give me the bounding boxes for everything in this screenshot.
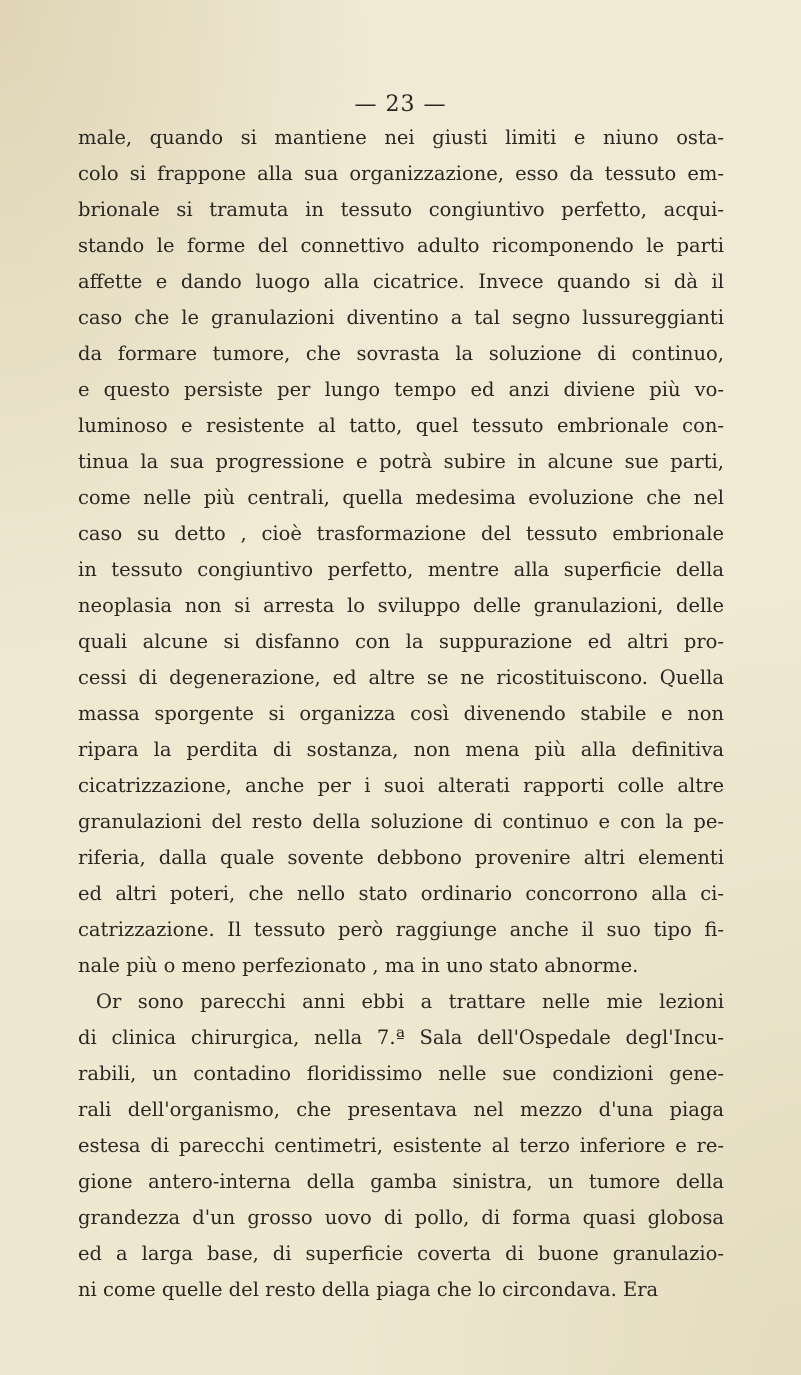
text-line: grandezza d'un grosso uovo di pollo, di forma quasi globosa bbox=[78, 1206, 724, 1229]
text-line: brionale si tramuta in tessuto congiuntivo perfetto, acqui- bbox=[78, 198, 724, 221]
text-line: granulazioni del resto della soluzione di continuo e con la pe- bbox=[78, 810, 724, 833]
text-line: ed altri poteri, che nello stato ordinario concorrono alla ci- bbox=[78, 882, 724, 905]
text-line: luminoso e resistente al tatto, quel tessuto embrionale con- bbox=[78, 414, 724, 437]
text-line: in tessuto congiuntivo perfetto, mentre alla superficie della bbox=[78, 558, 724, 581]
text-line: quali alcune si disfanno con la suppurazione ed altri pro- bbox=[78, 630, 724, 653]
text-line: colo si frappone alla sua organizzazione, esso da tessuto em- bbox=[78, 162, 724, 185]
text-line: rali dell'organismo, che presentava nel mezzo d'una piaga bbox=[78, 1098, 724, 1121]
text-line: caso che le granulazioni diventino a tal segno lussureggianti bbox=[78, 306, 724, 329]
text-line: neoplasia non si arresta lo sviluppo delle granulazioni, delle bbox=[78, 594, 724, 617]
text-line: cicatrizzazione, anche per i suoi alterati rapporti colle altre bbox=[78, 774, 724, 797]
text-line: cessi di degenerazione, ed altre se ne ricostituiscono. Quella bbox=[78, 666, 724, 689]
text-line: male, quando si mantiene nei giusti limiti e niuno osta- bbox=[78, 126, 724, 149]
text-line: catrizzazione. Il tessuto però raggiunge anche il suo tipo fi- bbox=[78, 918, 724, 941]
body-text bbox=[78, 120, 724, 1308]
text-line: di clinica chirurgica, nella 7.ª Sala dell'Ospedale degl'Incu- bbox=[78, 1026, 724, 1049]
text-line: affette e dando luogo alla cicatrice. Invece quando si dà il bbox=[78, 270, 724, 293]
text-line: riferia, dalla quale sovente debbono provenire altri elementi bbox=[78, 846, 724, 869]
text-line: ni come quelle del resto della piaga che lo circondava. Era bbox=[78, 1278, 659, 1301]
text-line: ed a larga base, di superficie coverta di buone granulazio- bbox=[78, 1242, 724, 1265]
text-line: massa sporgente si organizza così divenendo stabile e non bbox=[78, 702, 724, 725]
text-line: nale più o meno perfezionato , ma in uno stato abnorme. bbox=[78, 954, 639, 977]
text-line: tinua la sua progressione e potrà subire in alcune sue parti, bbox=[78, 450, 724, 473]
text-line: caso su detto , cioè trasformazione del tessuto embrionale bbox=[78, 522, 724, 545]
text-line: estesa di parecchi centimetri, esistente al terzo inferiore e re- bbox=[78, 1134, 724, 1157]
text-line: come nelle più centrali, quella medesima evoluzione che nel bbox=[78, 486, 724, 509]
page-number: — 23 — bbox=[354, 92, 447, 117]
text-line: ripara la perdita di sostanza, non mena più alla definitiva bbox=[78, 738, 724, 761]
text-line: rabili, un contadino floridissimo nelle sue condizioni gene- bbox=[78, 1062, 724, 1085]
text-line: gione antero-interna della gamba sinistra, un tumore della bbox=[78, 1170, 724, 1193]
text-line: stando le forme del connettivo adulto ricomponendo le parti bbox=[78, 234, 724, 257]
text-line: da formare tumore, che sovrasta la soluzione di continuo, bbox=[78, 342, 724, 365]
text-line: e questo persiste per lungo tempo ed anzi diviene più vo- bbox=[78, 378, 724, 401]
text-line: Or sono parecchi anni ebbi a trattare nelle mie lezioni bbox=[96, 990, 724, 1013]
